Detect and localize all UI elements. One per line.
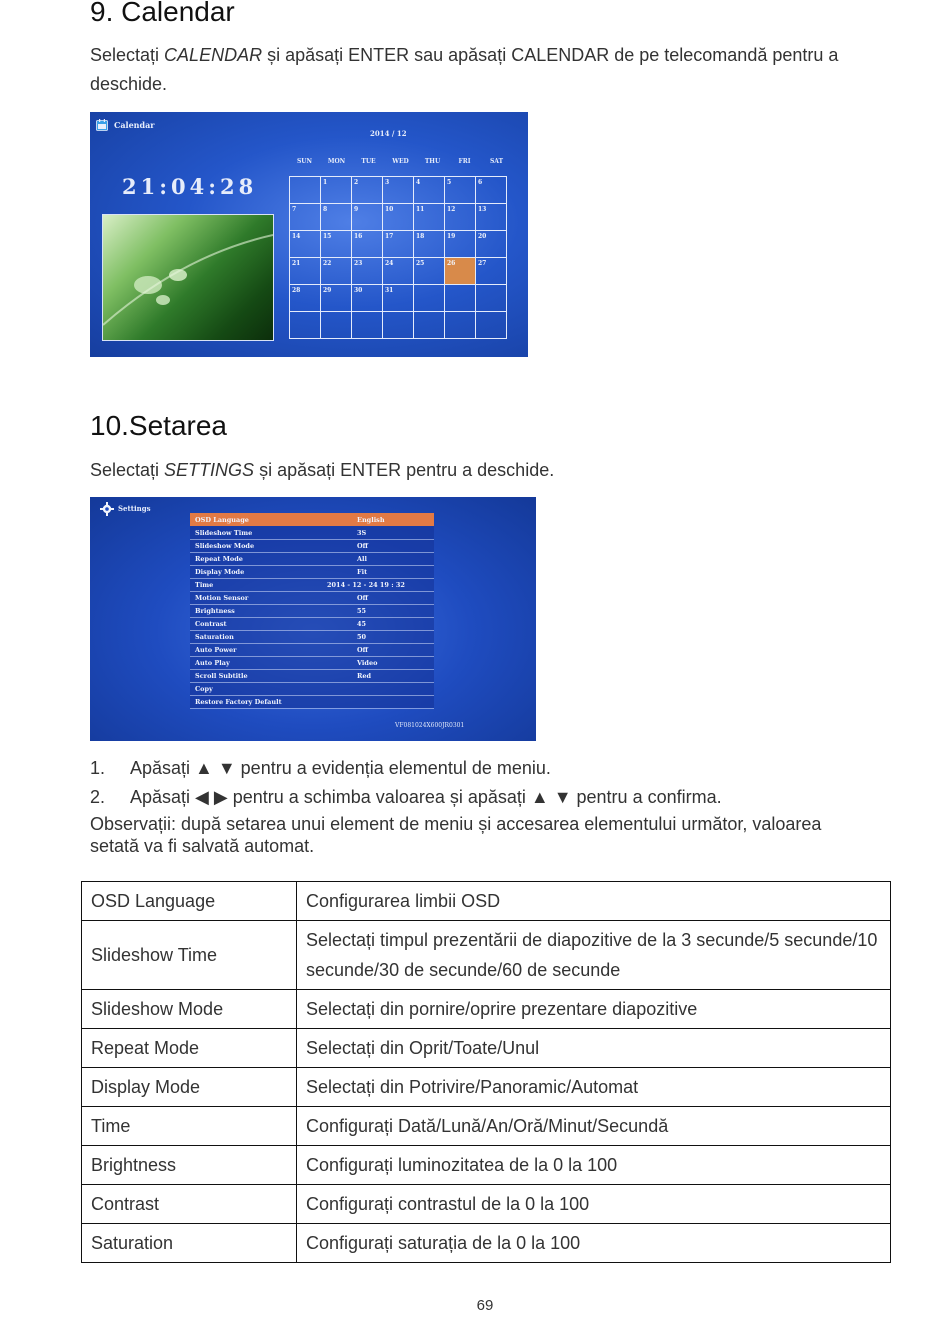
calendar-day-cell: [352, 258, 383, 285]
table-row: [82, 1068, 891, 1107]
calendar-day-cell: [352, 312, 383, 339]
note-text: Observații: după setarea unui element de meniu și accesarea elementului următor, valoarea setată va fi salvată automat.: [90, 814, 822, 856]
calendar-day-number: [414, 312, 444, 314]
calendar-day-number: 16: [354, 233, 363, 240]
calendar-day-cell: [290, 258, 321, 285]
calendar-day-cell: [383, 312, 414, 339]
calendar-day-number: 30: [354, 287, 363, 294]
calendar-day-cell: [290, 204, 321, 231]
calendar-day-number: [290, 312, 320, 314]
calendar-day-cell: [445, 312, 476, 339]
gear-icon: [100, 502, 114, 516]
calendar-day-number: 12: [447, 206, 456, 213]
calendar-day-cell: [321, 204, 352, 231]
step-number: 2.: [90, 787, 106, 807]
settings-menu-item[interactable]: [190, 552, 434, 566]
settings-item-value: Red: [357, 672, 372, 680]
weekday-label: WED: [392, 158, 409, 165]
step-number: 1.: [90, 758, 106, 778]
section-10-intro: [90, 456, 870, 485]
settings-menu-item[interactable]: [190, 643, 434, 657]
section-10-title: 10.Setarea: [90, 410, 227, 441]
intro-text: și apăsați ENTER pentru a deschide.: [254, 460, 555, 480]
calendar-day-number: 26: [447, 260, 456, 267]
calendar-day-cell: [383, 285, 414, 312]
table-row: [82, 1185, 891, 1224]
settings-item-label: Slideshow Mode: [195, 542, 255, 550]
weekday-label: MON: [327, 158, 346, 165]
calendar-week-row: [290, 285, 507, 312]
calendar-day-number: 1: [323, 179, 328, 186]
calendar-day-cell: [476, 258, 507, 285]
table-cell-description: Configurați saturația de la 0 la 100: [297, 1224, 891, 1263]
settings-item-label: Saturation: [195, 633, 234, 641]
calendar-day-number: 8: [323, 206, 328, 213]
clock-readout: 21:04:28: [122, 174, 258, 199]
settings-item-value: 2014 - 12 - 24 19 : 32: [327, 581, 405, 589]
calendar-day-number: 18: [416, 233, 425, 240]
calendar-day-cell: [476, 312, 507, 339]
calendar-day-number: 6: [478, 179, 483, 186]
table-cell-setting: Slideshow Time: [82, 921, 297, 990]
settings-item-label: Auto Play: [195, 659, 230, 667]
calendar-day-number: 5: [447, 179, 452, 186]
table-row: [82, 1224, 891, 1263]
calendar-day-number: 25: [416, 260, 425, 267]
calendar-day-number: [321, 312, 351, 314]
calendar-day-cell: [414, 204, 445, 231]
settings-item-value: Off: [357, 594, 368, 602]
intro-keyword: SETTINGS: [164, 460, 255, 480]
calendar-day-number: 29: [323, 287, 332, 294]
step-text: Apăsați ◀ ▶ pentru a schimba valoarea și apăsați ▲ ▼ pentru a confirma.: [130, 787, 722, 807]
table-cell-setting: Saturation: [82, 1224, 297, 1263]
settings-menu-item[interactable]: [190, 695, 434, 709]
settings-screenshot: [90, 497, 536, 741]
calendar-day-number: 17: [385, 233, 394, 240]
calendar-day-cell: [290, 231, 321, 258]
calendar-day-cell: [414, 312, 445, 339]
table-cell-setting: Contrast: [82, 1185, 297, 1224]
settings-menu-item[interactable]: [190, 578, 434, 592]
table-row: [82, 1029, 891, 1068]
weekday-label: THU: [424, 158, 441, 165]
calendar-day-cell: [352, 204, 383, 231]
calendar-screenshot: [90, 112, 528, 357]
calendar-day-number: 22: [323, 260, 332, 267]
calendar-day-number: [383, 312, 413, 314]
settings-item-value: English: [357, 516, 385, 524]
table-cell-description: Selectați din pornire/oprire prezentare diapozitive: [297, 990, 891, 1029]
calendar-icon: [96, 119, 108, 131]
table-cell-description: Configurați Dată/Lună/An/Oră/Minut/Secundă: [297, 1107, 891, 1146]
settings-menu-item[interactable]: [190, 513, 434, 526]
calendar-day-number: 20: [478, 233, 487, 240]
calendar-week-row: [290, 312, 507, 339]
table-cell-description: Selectați timpul prezentării de diapozitive de la 3 secunde/5 secunde/10 secunde/30 de secunde/60 de secunde: [297, 921, 891, 990]
calendar-day-cell: [414, 177, 445, 204]
settings-item-label: Copy: [195, 685, 213, 693]
table-row: [82, 1107, 891, 1146]
calendar-week-row: [290, 177, 507, 204]
section-9-intro: [90, 41, 870, 99]
calendar-day-number: [476, 312, 506, 314]
leaf-photo: [102, 214, 274, 341]
calendar-day-cell: [445, 285, 476, 312]
calendar-day-number: [476, 285, 506, 287]
table-row: [82, 990, 891, 1029]
calendar-day-number: 28: [292, 287, 301, 294]
page-number: 69: [476, 1297, 494, 1314]
settings-item-value: Fit: [357, 568, 368, 576]
calendar-week-row: [290, 231, 507, 258]
calendar-day-cell: [476, 231, 507, 258]
settings-item-label: Brightness: [195, 607, 235, 615]
settings-menu-item[interactable]: [190, 591, 434, 605]
table-cell-setting: Time: [82, 1107, 297, 1146]
step-text: Apăsați ▲ ▼ pentru a evidenția elementul de meniu.: [130, 758, 551, 778]
settings-item-value: 55: [357, 607, 367, 615]
settings-menu-item[interactable]: [190, 656, 434, 670]
calendar-day-number: 11: [416, 206, 425, 213]
month-label: 2014 / 12: [370, 129, 407, 138]
water-drops-image: [103, 215, 273, 340]
table-cell-setting: OSD Language: [82, 882, 297, 921]
calendar-day-cell: [290, 312, 321, 339]
table-cell-setting: Repeat Mode: [82, 1029, 297, 1068]
settings-menu-item[interactable]: [190, 669, 434, 683]
settings-item-label: Scroll Subtitle: [195, 672, 248, 680]
calendar-day-cell: [476, 177, 507, 204]
firmware-version: VF081024X600JR0301: [395, 722, 465, 729]
settings-menu: [190, 513, 434, 708]
calendar-day-number: 13: [478, 206, 487, 213]
calendar-screen-title: Calendar: [114, 120, 155, 130]
calendar-day-number: [414, 285, 444, 287]
settings-item-label: Repeat Mode: [195, 555, 243, 563]
settings-menu-item[interactable]: [190, 539, 434, 553]
calendar-day-cell: [414, 231, 445, 258]
calendar-grid: [289, 176, 507, 339]
table-cell-description: Configurați luminozitatea de la 0 la 100: [297, 1146, 891, 1185]
table-cell-description: Selectați din Potrivire/Panoramic/Automat: [297, 1068, 891, 1107]
settings-menu-item[interactable]: [190, 526, 434, 540]
calendar-day-number: 23: [354, 260, 363, 267]
weekday-label: SAT: [489, 158, 504, 165]
settings-item-label: Auto Power: [195, 646, 237, 654]
calendar-day-cell: [414, 258, 445, 285]
intro-text: și apăsați ENTER sau apăsați CALENDAR de pe telecomandă pentru a deschide.: [90, 45, 839, 94]
calendar-day-number: 24: [385, 260, 394, 267]
calendar-day-cell: [383, 231, 414, 258]
weekday-label: SUN: [296, 158, 313, 165]
calendar-day-number: 2: [354, 179, 359, 186]
calendar-day-cell: [321, 177, 352, 204]
calendar-day-cell: [476, 285, 507, 312]
calendar-day-number: [290, 177, 320, 179]
calendar-day-cell: [290, 285, 321, 312]
settings-menu-item[interactable]: [190, 630, 434, 644]
settings-item-label: Contrast: [195, 620, 227, 628]
settings-item-label: Slideshow Time: [195, 529, 253, 537]
settings-item-label: Motion Sensor: [195, 594, 249, 602]
settings-menu-item[interactable]: [190, 682, 434, 696]
calendar-day-number: [352, 312, 382, 314]
settings-item-value: Off: [357, 646, 368, 654]
table-cell-description: Configurarea limbii OSD: [297, 882, 891, 921]
intro-keyword: CALENDAR: [164, 45, 263, 65]
settings-menu-item[interactable]: [190, 617, 434, 631]
calendar-day-number: 14: [292, 233, 301, 240]
calendar-day-cell: [383, 204, 414, 231]
calendar-day-cell: [352, 177, 383, 204]
calendar-day-number: [445, 285, 475, 287]
weekday-label: TUE: [361, 158, 376, 165]
calendar-day-cell: [290, 177, 321, 204]
calendar-day-cell: [445, 204, 476, 231]
calendar-day-cell: [383, 177, 414, 204]
calendar-day-cell: [445, 258, 476, 285]
settings-menu-item[interactable]: [190, 604, 434, 618]
settings-item-label: Time: [195, 581, 214, 589]
calendar-day-number: 27: [478, 260, 487, 267]
intro-text: Selectați: [90, 45, 165, 65]
table-row: [82, 921, 891, 990]
settings-item-label: OSD Language: [195, 516, 249, 524]
table-cell-description: Selectați din Oprit/Toate/Unul: [297, 1029, 891, 1068]
settings-screen-title: Settings: [118, 504, 151, 513]
table-cell-setting: Brightness: [82, 1146, 297, 1185]
settings-description-table: [81, 881, 891, 1263]
table-cell-setting: Slideshow Mode: [82, 990, 297, 1029]
calendar-day-cell: [321, 258, 352, 285]
settings-item-value: 45: [357, 620, 367, 628]
settings-item-value: 3S: [357, 529, 367, 537]
calendar-day-number: 7: [292, 206, 297, 213]
settings-item-value: Off: [357, 542, 368, 550]
settings-menu-item[interactable]: [190, 565, 434, 579]
table-cell-setting: Display Mode: [82, 1068, 297, 1107]
settings-item-value: 50: [357, 633, 367, 641]
table-cell-description: Configurați contrastul de la 0 la 100: [297, 1185, 891, 1224]
calendar-day-number: 4: [416, 179, 421, 186]
calendar-day-number: [445, 312, 475, 314]
intro-text: Selectați: [90, 460, 165, 480]
calendar-day-cell: [321, 285, 352, 312]
table-row: [82, 882, 891, 921]
calendar-week-row: [290, 258, 507, 285]
calendar-day-number: 3: [385, 179, 390, 186]
calendar-day-number: 15: [323, 233, 332, 240]
weekday-label: FRI: [458, 158, 471, 165]
calendar-day-cell: [321, 231, 352, 258]
settings-item-label: Display Mode: [195, 568, 245, 576]
calendar-day-cell: [352, 231, 383, 258]
calendar-day-cell: [352, 285, 383, 312]
calendar-day-cell: [476, 204, 507, 231]
calendar-day-cell: [445, 231, 476, 258]
section-9-title: 9. Calendar: [90, 0, 235, 27]
table-row: [82, 1146, 891, 1185]
calendar-day-number: 9: [354, 206, 359, 213]
calendar-day-cell: [321, 312, 352, 339]
settings-item-value: All: [357, 555, 367, 563]
calendar-week-row: [290, 204, 507, 231]
calendar-day-number: 31: [385, 287, 394, 294]
calendar-day-number: 21: [292, 260, 301, 267]
calendar-day-number: 19: [447, 233, 456, 240]
settings-item-label: Restore Factory Default: [195, 698, 282, 706]
settings-item-value: Video: [357, 659, 378, 667]
calendar-day-cell: [445, 177, 476, 204]
calendar-day-cell: [414, 285, 445, 312]
calendar-day-cell: [383, 258, 414, 285]
calendar-day-number: 10: [385, 206, 394, 213]
